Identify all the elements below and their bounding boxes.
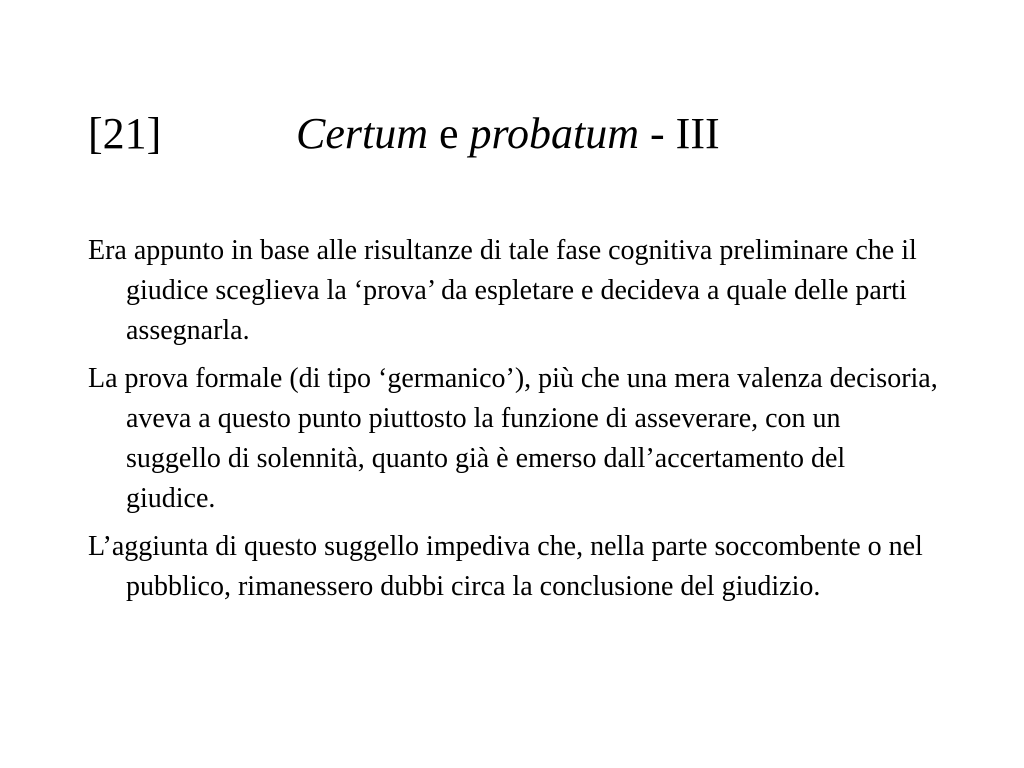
slide-number: [21] (88, 109, 162, 158)
title-term-probatum: probatum (469, 109, 640, 158)
body-paragraph-2: La prova formale (di tipo ‘germanico’), più che una mera valenza decisoria, aveva a questo punto piuttosto la funzione di asseverare, con un suggello di solennità, quanto già è emerso dall’accertamento del giudice. (88, 363, 938, 514)
title-suffix: - III (650, 109, 720, 158)
slide-title (88, 106, 720, 162)
body-paragraph-3: L’aggiunta di questo suggello impediva che, nella parte soccombente o nel pubblico, rimanessero dubbi circa la conclusione del giudizio. (88, 531, 923, 602)
slide-body (88, 231, 938, 615)
title-term-certum: Certum (296, 109, 428, 158)
title-conjunction: e (439, 109, 459, 158)
body-paragraph-1: Era appunto in base alle risultanze di tale fase cognitiva preliminare che il giudice sceglieva la ‘prova’ da espletare e decideva a quale delle parti assegnarla. (88, 235, 917, 346)
